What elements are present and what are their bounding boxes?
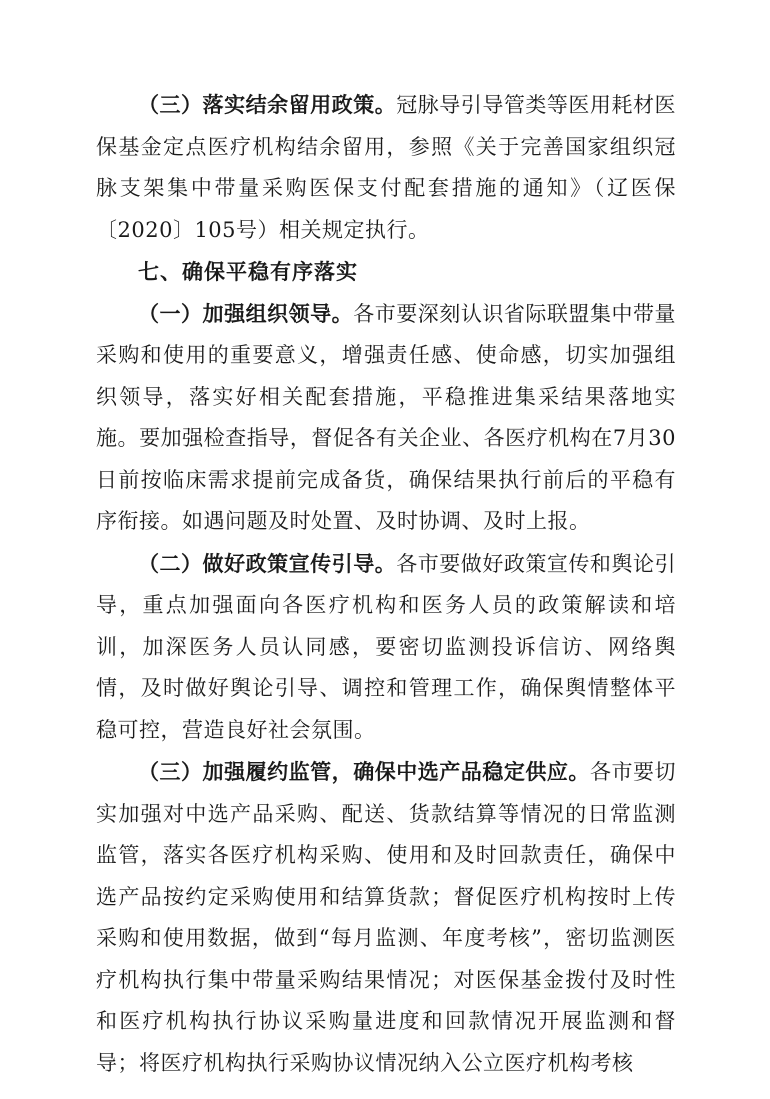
paragraph-lead: （三）落实结余留用政策。 bbox=[138, 92, 397, 117]
section-heading: 七、确保平稳有序落实 bbox=[138, 259, 358, 284]
paragraph-lead: （一）加强组织领导。 bbox=[138, 300, 354, 326]
paragraph-lead: （三）加强履约监管，确保中选产品稳定供应。 bbox=[138, 759, 590, 784]
paragraph-settlement-retention bbox=[96, 84, 676, 251]
paragraph-lead: （二）做好政策宣传引导。 bbox=[138, 550, 397, 576]
paragraph-performance-supervision bbox=[96, 751, 676, 1084]
document-body bbox=[96, 84, 676, 1084]
paragraph-text: 冠脉导引导管类等医用耗材医保基金定点医疗机构结余留用，参照《关于完善国家组织冠脉支架集中带量采购医保支付配套措施的通知》（辽医保〔2020〕105号）相关规定执行。 bbox=[96, 93, 676, 242]
paragraph-text: 各市要切实加强对中选产品采购、配送、货款结算等情况的日常监测监管，落实各医疗机构采购、使用和及时回款责任，确保中选产品按约定采购使用和结算货款；督促医疗机构按时上传采购和使用数据，做到“每月监测、年度考核”，密切监测医疗机构执行集中带量采购结果情况；对医保基金拨付及时性和医疗机构执行协议采购量进度和回款情况开展监测和督导；将医疗机构执行采购协议情况纳入公立医疗机构考核 bbox=[96, 760, 676, 1075]
paragraph-policy-publicity bbox=[96, 543, 676, 752]
paragraph-organization-leadership bbox=[96, 293, 676, 543]
paragraph-text: 各市要深刻认识省际联盟集中带量采购和使用的重要意义，增强责任感、使命感，切实加强组织领导，落实好相关配套措施，平稳推进集采结果落地实施。要加强检查指导，督促各有关企业、各医疗机构在7月30日前按临床需求提前完成备货，确保结果执行前后的平稳有序衔接。如遇问题及时处置、及时协调、及时上报。 bbox=[96, 301, 677, 533]
paragraph-text: 各市要做好政策宣传和舆论引导，重点加强面向各医疗机构和医务人员的政策解读和培训，加深医务人员认同感，要密切监测投诉信访、网络舆情，及时做好舆论引导、调控和管理工作，确保舆情整体平稳可控，营造良好社会氛围。 bbox=[96, 551, 676, 742]
